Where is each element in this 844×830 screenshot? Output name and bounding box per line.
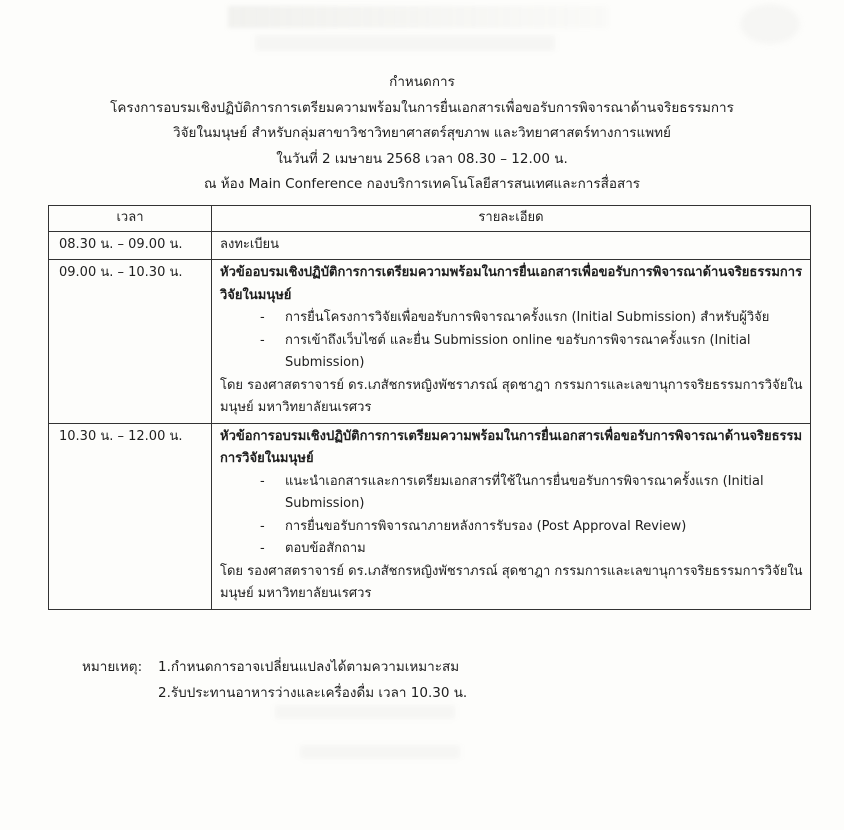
session-topic: หัวข้อการอบรมเชิงปฏิบัติการการเตรียมความพร้อมในการยื่นเอกสารเพื่อขอรับการพิจารณาด้านจริยธรรมการวิจัยในมนุษย์ bbox=[220, 428, 803, 466]
table-row bbox=[49, 423, 811, 609]
remark-text: 1.กำหนดการอาจเปลี่ยนแปลงได้ตามความเหมาะสม bbox=[158, 659, 460, 675]
speaker-line: โดย รองศาสตราจารย์ ดร.เภสัชกรหญิงพัชราภรณ์ สุดชาฎา กรรมการและเลขานุการจริยธรรมการวิจัยในมนุษย์ มหาวิทยาลัยนเรศวร bbox=[220, 377, 803, 415]
list-item-text: แนะนำเอกสารและการเตรียมเอกสารที่ใช้ในการยื่นขอรับการพิจารณาครั้งแรก (Initial Submission) bbox=[285, 473, 764, 511]
remark-text: 2.รับประทานอาหารว่างและเครื่องดื่ม เวลา 10.30 น. bbox=[158, 685, 468, 701]
remarks bbox=[82, 654, 467, 706]
list-item bbox=[260, 307, 804, 330]
speaker-line: โดย รองศาสตราจารย์ ดร.เภสัชกรหญิงพัชราภรณ์ สุดชาฎา กรรมการและเลขานุการจริยธรรมการวิจัยในมนุษย์ มหาวิทยาลัยนเรศวร bbox=[220, 563, 803, 601]
bleed-through-shadow bbox=[255, 35, 555, 51]
session-items bbox=[220, 471, 804, 561]
table-row bbox=[49, 260, 811, 424]
detail-cell bbox=[212, 260, 811, 424]
bleed-through-shadow bbox=[300, 745, 460, 759]
remark-line bbox=[82, 680, 467, 706]
list-item-text: ตอบข้อสักถาม bbox=[285, 541, 366, 556]
dash-bullet: - bbox=[260, 518, 265, 534]
list-item-text: การเข้าถึงเว็บไซต์ และยื่น Submission online ขอรับการพิจารณาครั้งแรก (Initial Submission) bbox=[285, 332, 751, 370]
list-item bbox=[260, 330, 804, 375]
list-item-text: การยื่นโครงการวิจัยเพื่อขอรับการพิจารณาครั้งแรก (Initial Submission) สำหรับผู้วิจัย bbox=[285, 310, 770, 325]
list-item bbox=[260, 538, 804, 561]
dash-bullet: - bbox=[260, 541, 265, 556]
detail-cell bbox=[212, 423, 811, 609]
column-header-detail: รายละเอียด bbox=[212, 206, 811, 232]
table-header-row bbox=[49, 206, 811, 232]
bleed-through-shadow bbox=[275, 705, 455, 719]
event-date: ในวันที่ 2 เมษายน 2568 เวลา 08.30 – 12.00 น. bbox=[276, 150, 568, 167]
column-header-time: เวลา bbox=[49, 206, 212, 232]
document-title: กำหนดการ bbox=[389, 74, 455, 90]
project-name-line1: โครงการอบรมเชิงปฏิบัติการการเตรียมความพร้อมในการยื่นเอกสารเพื่อขอรับการพิจารณาด้านจริยธรรมการ bbox=[110, 99, 734, 116]
session-items bbox=[220, 307, 804, 375]
time-cell: 10.30 น. – 12.00 น. bbox=[49, 423, 212, 609]
list-item-text: การยื่นขอรับการพิจารณาภายหลังการรับรอง (Post Approval Review) bbox=[285, 518, 687, 534]
table-row bbox=[49, 231, 811, 260]
bleed-through-seal bbox=[740, 4, 800, 44]
remark-line bbox=[82, 654, 467, 680]
dash-bullet: - bbox=[260, 473, 265, 489]
dash-bullet: - bbox=[260, 310, 265, 325]
document-header bbox=[0, 70, 844, 198]
list-item bbox=[260, 516, 804, 539]
session-topic: หัวข้ออบรมเชิงปฏิบัติการการเตรียมความพร้อมในการยื่นเอกสารเพื่อขอรับการพิจารณาด้านจริยธรรมการวิจัยในมนุษย์ bbox=[220, 265, 803, 303]
detail-cell: ลงทะเบียน bbox=[212, 231, 811, 260]
remark-label: หมายเหตุ: bbox=[82, 659, 143, 675]
time-cell: 09.00 น. – 10.30 น. bbox=[49, 260, 212, 424]
schedule-table bbox=[48, 205, 811, 610]
list-item bbox=[260, 471, 804, 516]
time-cell: 08.30 น. – 09.00 น. bbox=[49, 231, 212, 260]
dash-bullet: - bbox=[260, 332, 265, 348]
project-name-line2: วิจัยในมนุษย์ สำหรับกลุ่มสาขาวิชาวิทยาศาสตร์สุขภาพ และวิทยาศาสตร์ทางการแพทย์ bbox=[173, 125, 671, 141]
event-venue: ณ ห้อง Main Conference กองบริการเทคโนโลยีสารสนเทศและการสื่อสาร bbox=[203, 176, 641, 192]
bleed-through-shadow bbox=[228, 6, 608, 28]
